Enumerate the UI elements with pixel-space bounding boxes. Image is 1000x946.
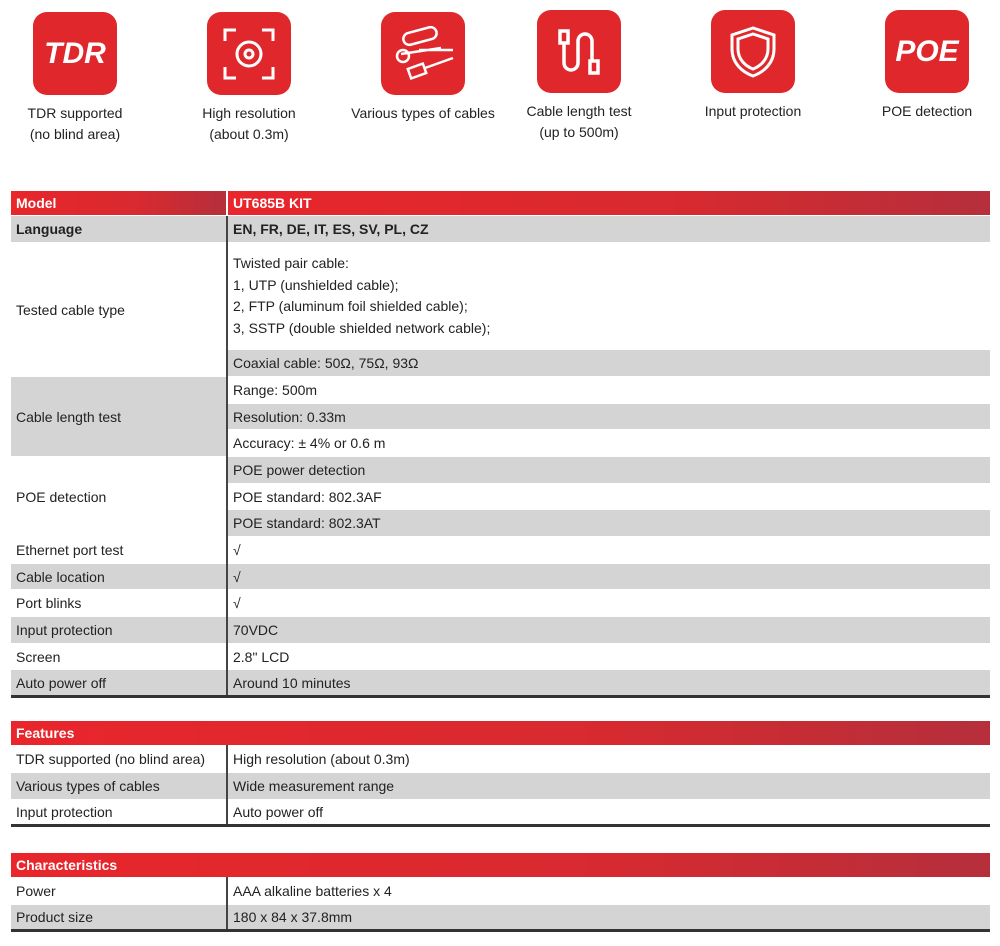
row-label: Auto power off — [11, 670, 227, 697]
feature-label: Cable length test — [526, 103, 632, 119]
feature-resolution — [162, 12, 336, 145]
row-value: POE standard: 802.3AF — [227, 484, 990, 510]
feature-label: Input protection — [704, 103, 802, 119]
feature-icons — [0, 10, 1000, 150]
header-cell: Features — [11, 721, 990, 746]
feature-length — [492, 10, 666, 143]
line: 3, SSTP (double shielded network cable); — [233, 319, 491, 336]
row-value — [227, 243, 990, 350]
feature-label: (up to 500m) — [539, 124, 619, 140]
row-label: Cable length test — [11, 377, 227, 457]
target-icon — [207, 12, 291, 95]
header-cell: Model — [11, 191, 227, 216]
line: 2, FTP (aluminum foil shielded cable); — [233, 298, 468, 314]
feature-label: Various types of cables — [351, 105, 495, 121]
feature-label: (about 0.3m) — [209, 126, 289, 142]
row-value: Accuracy: ± 4% or 0.6 m — [227, 430, 990, 457]
row-value: √ — [227, 590, 990, 617]
header-cell: UT685B KIT — [227, 191, 990, 216]
line: Twisted pair cable: — [233, 255, 349, 271]
row-value: EN, FR, DE, IT, ES, SV, PL, CZ — [227, 216, 990, 243]
feature-poe — [840, 10, 1000, 122]
tdr-icon — [33, 12, 117, 95]
feature-label: POE detection — [881, 103, 973, 119]
row-label: TDR supported (no blind area) — [11, 746, 227, 773]
row-value: POE standard: 802.3AT — [227, 510, 990, 537]
feature-label: (no blind area) — [29, 126, 121, 142]
feature-cables — [336, 12, 510, 124]
poe-icon — [885, 10, 969, 93]
row-label: Power — [11, 878, 227, 905]
feature-tdr — [0, 12, 162, 145]
shield-icon — [711, 10, 795, 93]
row-label: Port blinks — [11, 590, 227, 617]
row-label: Language — [11, 216, 227, 243]
line: 1, UTP (unshielded cable); — [233, 276, 399, 293]
characteristics-table — [11, 852, 990, 932]
cable-icon — [537, 10, 621, 93]
row-label: Screen — [11, 644, 227, 670]
tdr-icon-text: TDR — [44, 37, 106, 70]
row-value: POE power detection — [227, 457, 990, 484]
row-label: Product size — [11, 905, 227, 931]
row-label: Input protection — [11, 800, 227, 826]
feature-label: TDR supported — [27, 105, 123, 121]
row-value: AAA alkaline batteries x 4 — [227, 878, 990, 905]
row-value: Around 10 minutes — [227, 670, 990, 697]
row-value: High resolution (about 0.3m) — [227, 746, 990, 773]
row-value: Range: 500m — [227, 377, 990, 404]
row-value: √ — [227, 564, 990, 590]
row-value: 70VDC — [227, 617, 990, 644]
cables-icon — [381, 12, 465, 95]
features-table — [11, 720, 990, 827]
row-label: Various types of cables — [11, 773, 227, 800]
feature-protection — [666, 10, 840, 122]
row-value: Resolution: 0.33m — [227, 404, 990, 430]
spec-table — [11, 190, 990, 698]
row-label: Cable location — [11, 564, 227, 590]
row-value: √ — [227, 537, 990, 564]
row-value: 180 x 84 x 37.8mm — [227, 905, 990, 931]
row-label: POE detection — [11, 457, 227, 537]
row-label: Ethernet port test — [11, 537, 227, 564]
row-label: Tested cable type — [11, 243, 227, 377]
row-value: Wide measurement range — [227, 773, 990, 800]
row-value: Coaxial cable: 50Ω, 75Ω, 93Ω — [227, 350, 990, 377]
row-value: Auto power off — [227, 800, 990, 826]
row-label: Input protection — [11, 617, 227, 644]
row-value: 2.8" LCD — [227, 644, 990, 670]
feature-label: High resolution — [202, 105, 296, 121]
poe-icon-text: POE — [895, 35, 959, 68]
header-cell: Characteristics — [11, 853, 990, 878]
